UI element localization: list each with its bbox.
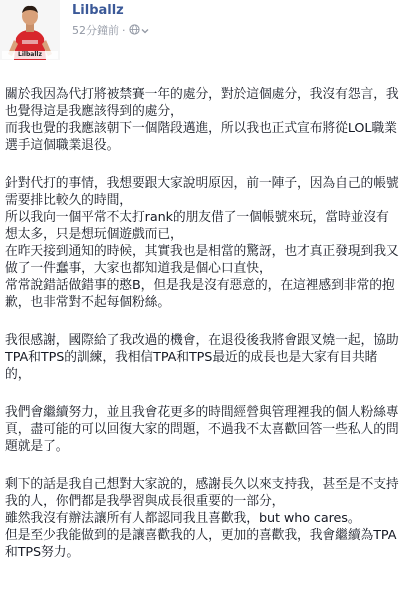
post-meta bbox=[72, 22, 149, 38]
post-paragraph-1: 關於我因為代打將被禁賽一年的處分，對於這個處分，我沒有怨言，我也覺得這是我應該得到的處分， 而我也覺的我應該朝下一個階段邁進，所以我也正式宣布將從LOL職業選手這個職業退役。 bbox=[5, 87, 399, 153]
meta-separator: · bbox=[122, 24, 126, 37]
avatar[interactable] bbox=[0, 0, 60, 60]
post-timestamp[interactable]: 52分鐘前 bbox=[72, 24, 119, 37]
post-paragraph-4: 我們會繼續努力，並且我會花更多的時間經營與管理裡我的個人粉絲專頁，盡可能的可以回復大家的問題，不過我不太喜歡回答一些私人的問題就是了。 bbox=[5, 405, 399, 454]
author-name[interactable]: Lilballz bbox=[72, 3, 124, 18]
post-paragraph-2: 針對代打的事情，我想要跟大家說明原因，前一陣子，因為自己的帳號需要排比較久的時間， 所以我向一個平常不太打rank的朋友借了一個帳號來玩，當時並沒有想太多，只是想玩個遊戲而已， 在昨天接到通知的時候，其實我也是相當的驚訝，也才真正發現到我又做了一件蠢事，大家也都知道我是個心口直快， 常常說錯話做錯事的憨B，但是我是沒有惡意的，在這裡感到非常的抱歉，也非常對不起每個粉絲。 bbox=[5, 176, 399, 310]
post-body bbox=[5, 86, 399, 582]
globe-icon[interactable] bbox=[129, 24, 140, 38]
post-paragraph-3: 我很感謝，國際給了我改過的機會，在退役後我將會跟叉燒一起，協助TPA和TPS的訓練，我相信TPA和TPS最近的成長也是大家有目共睹的， bbox=[5, 333, 399, 382]
post-header bbox=[0, 0, 403, 66]
avatar-caption: Lilballz bbox=[18, 51, 42, 58]
chevron-down-icon[interactable] bbox=[141, 25, 149, 38]
post-paragraph-5: 剩下的話是我自己想對大家說的，感謝長久以來支持我，甚至是不支持我的人，你們都是我學習與成長很重要的一部分， 雖然我沒有辦法讓所有人都認同我且喜歡我，but who cares。 但是至少我能做到的是讓喜歡我的人，更加的喜歡我，我會繼續為TPA和TPS努力。 bbox=[5, 477, 399, 560]
